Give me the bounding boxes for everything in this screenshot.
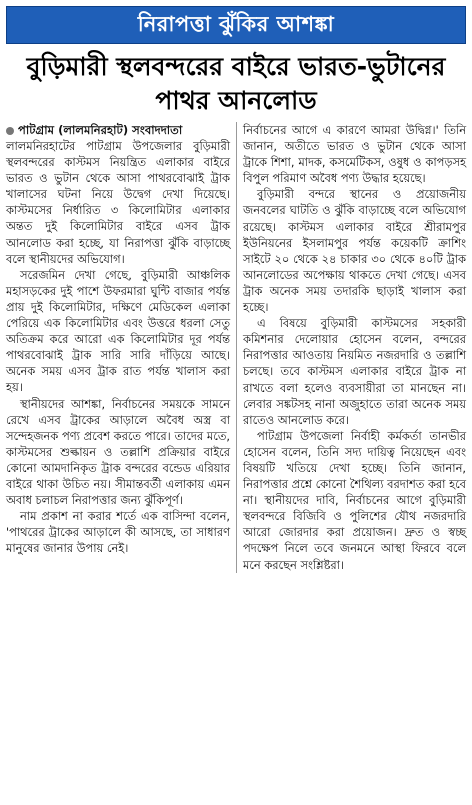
column-left	[6, 122, 236, 573]
paragraph: লালমনিরহাটের পাটগ্রাম উপজেলার বুড়িমারী স্থলবন্দরের কাস্টমস নিয়ন্ত্রিত এলাকার বাইরে ভারত ও ভুটান থেকে আসা পাথরবোঝাই ট্রাক খালাসের ঘটনা নিয়ে উদ্বেগ দেখা দিয়েছে। কাস্টমসের নির্ধারিত ৩ কিলোমিটার এলাকার অন্তত দুই কিলোমিটার বাইরে এসব ট্রাক আনলোড করা হচ্ছে, যা নিরাপত্তা ঝুঁকি বাড়াচ্ছে বলে স্থানীয়দের অভিযোগ।	[6, 139, 230, 266]
paragraph: পাটগ্রাম উপজেলা নির্বাহী কর্মকর্তা তানভীর হোসেন বলেন, তিনি সদ্য দায়িত্ব নিয়েছেন এবং বিষয়টি খতিয়ে দেখা হচ্ছে। তিনি জানান, নিরাপত্তার প্রশ্নে কোনো শৈথিল্য বরদাশত করা হবে না। স্থানীয়দের দাবি, নির্বাচনের আগে বুড়িমারী স্থলবন্দরে বিজিবি ও পুলিশের যৌথ নজরদারি আরো জোরদার করা প্রয়োজন। দ্রুত ও স্বচ্ছ পদক্ষেপ নিলে তবে জনমনে আস্থা ফিরবে বলে মনে করছেন সংশ্লিষ্টরা।	[243, 428, 467, 572]
kicker-bar	[6, 6, 466, 44]
column-right	[236, 122, 466, 573]
paragraph: নির্বাচনের আগে এ কারণে আমরা উদ্বিগ্ন।' তিনি জানান, অতীতে ভারত ও ভুটান থেকে আসা ট্রাকে শিশা, মাদক, কসমেটিকস, ওষুধ ও কাপড়সহ বিপুল পরিমাণ অবৈধ পণ্য উদ্ধার হয়েছে।	[243, 123, 466, 186]
byline-text: পাটগ্রাম (লালমনিরহাট) সংবাদদাতা	[18, 123, 183, 137]
paragraph: সরেজমিন দেখা গেছে, বুড়িমারী আঞ্চলিক মহাসড়কের দুই পাশে উফরমারা ঘুন্টি বাজার পর্যন্ত প্রায় দুই কিলোমিটার, দক্ষিণে মেডিকেল এলাকা পেরিয়ে এক কিলোমিটার এবং উত্তরে ধরলা সেতু অতিক্রম করে আরো এক কিলোমিটার দূর পর্যন্ত পাথরবোঝাই ট্রাক সারি সারি দাঁড়িয়ে আছে। অনেক সময় এসব ট্রাক রাত পর্যন্ত খালাস করা হয়।	[6, 267, 230, 395]
paragraph: এ বিষয়ে বুড়িমারী কাস্টমসের সহকারী কমিশনার দেলোয়ার হোসেন বলেন, বন্দরের নিরাপত্তার আওতায় নিয়মিত নজরদারি ও তল্লাশি চলছে। তবে কাস্টমস এলাকার বাইরে ট্রাক না রাখতে বলা হলেও ব্যবসায়ীরা তা মানছেন না। লেবার সঙ্কটসহ নানা অজুহাতে তারা অনেক সময় রাতেও আনলোড করে।	[243, 316, 466, 427]
byline	[6, 122, 230, 138]
article-body	[6, 122, 466, 573]
headline: বুড়িমারী স্থলবন্দরের বাইরে ভারত-ভুটানের পাথর আনলোড	[26, 52, 446, 115]
paragraph: নাম প্রকাশ না করার শর্তে এক বাসিন্দা বলেন, 'পাথরের ট্রাকের আড়ালে কী আসছে, তা সাধারণ মানুষের জানার উপায় নেই।	[6, 509, 230, 556]
kicker-text: নিরাপত্তা ঝুঁকির আশঙ্কা	[137, 11, 335, 36]
paragraph: স্থানীয়দের আশঙ্কা, নির্বাচনের সময়কে সামনে রেখে এসব ট্রাকের আড়ালে অবৈধ অস্ত্র বা সন্দেহজনক পণ্য প্রবেশ করতে পারে। তাদের মতে, কাস্টমসের শুল্কায়ন ও তল্লাশি প্রক্রিয়ার বাইরে কোনো আমদানিকৃত ট্রাক বন্দরের বন্ডেড এরিয়ার বাইরে থাকা উচিত নয়। সীমান্তবর্তী এলাকায় এমন অবাধ চলাচল নিরাপত্তার জন্য ঝুঁকিপূর্ণ।	[6, 396, 230, 508]
paragraph: বুড়িমারী বন্দরে স্থানের ও প্রয়োজনীয় জনবলের ঘাটতি ও ঝুঁকি বাড়াচ্ছে বলে অভিযোগ রয়েছে। কাস্টমস এলাকার বাইরে শ্রীরামপুর ইউনিয়নের ইসলামপুর পর্যন্ত কয়েকটি ক্রাশিং সাইটে ২০ থেকে ২৪ চাকার ৩০ থেকে ৪০টি ট্রাক আনলোডের অপেক্ষায় থাকতে দেখা গেছে। এসব ট্রাক অনেক সময় তদারকি ছাড়াই খালাস করা হচ্ছে।	[243, 187, 466, 315]
bullet-icon	[6, 127, 14, 135]
